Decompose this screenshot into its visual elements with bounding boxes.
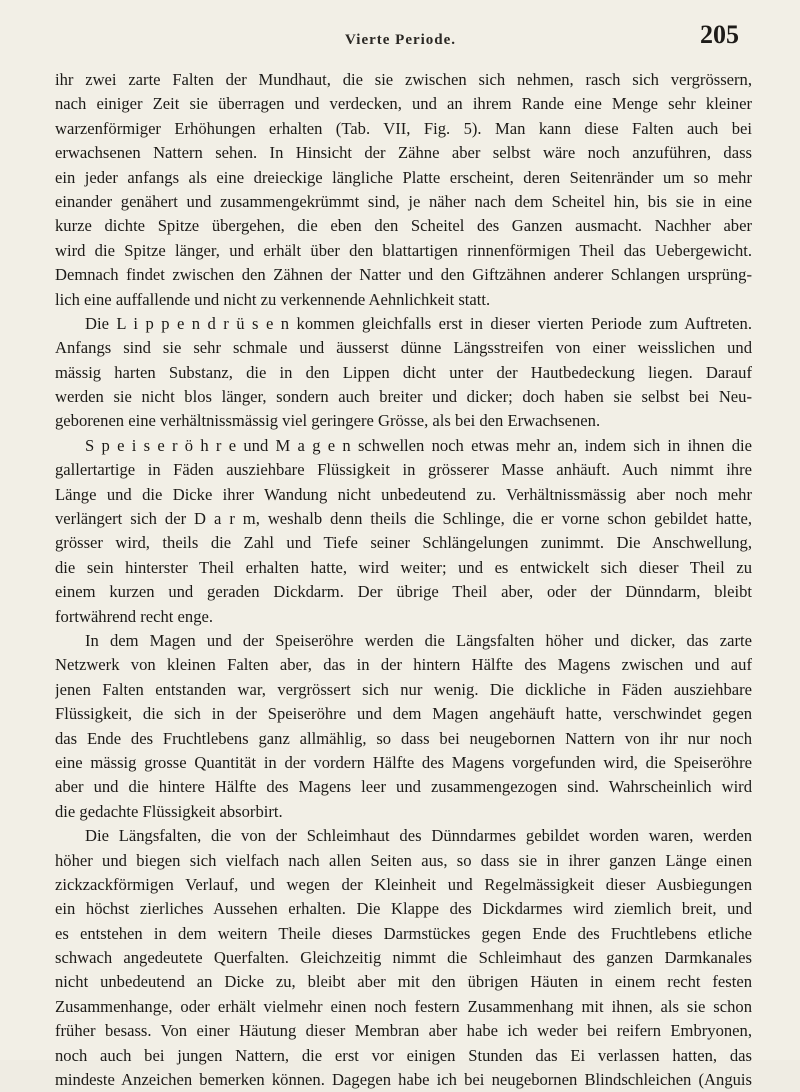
text-line: S p e i s e r ö h r e und M a g e n schwellen noch etwas mehr an, indem sich in ihnen die	[85, 435, 752, 455]
text-line: nicht unbedeutend an Dicke zu, bleibt aber mit den übrigen Häuten in einem recht festen	[55, 972, 752, 992]
text-line: Länge und die Dicke ihrer Wandung nicht unbedeutend zu. Verhältnissmässig aber noch mehr	[55, 484, 752, 504]
running-title: Vierte Periode.	[345, 32, 457, 48]
text-line: mindeste Anzeichen bemerken können. Dagegen habe ich bei neugebornen Blindschleichen (Anguis	[55, 1070, 752, 1090]
text-line: erwachsenen Nattern sehen. In Hinsicht der Zähne aber selbst wäre noch anzuführen, dass	[55, 143, 752, 163]
text-line: einander genähert und zusammengekrümmt sind, je näher nach dem Scheitel hin, bis sie in eine	[55, 191, 752, 211]
text-line: ihr zwei zarte Falten der Mundhaut, die sie zwischen sich nehmen, rasch sich vergrössern,	[55, 70, 752, 89]
text-line: jenen Falten entstanden war, vergrössert sich nur wenig. Die dickliche in Fäden ausziehbare	[55, 679, 752, 699]
text-line: ein jeder anfangs als eine dreieckige längliche Platte erscheint, deren Seitenränder um so mehr	[55, 167, 752, 187]
text-line: die sein hinterster Theil erhalten hatte, wird weiter; und es entwickelt sich dieser Theil zu	[55, 557, 752, 577]
text-line: mässig harten Substanz, die in den Lippen dicht unter der Hautbedeckung liegen. Darauf	[55, 362, 752, 382]
text-line: einem kurzen und geraden Dickdarm. Der übrige Theil aber, oder der Dünndarm, bleibt	[55, 582, 752, 602]
text-line: gallertartige in Fäden ausziehbare Flüssigkeit in grösserer Masse anhäuft. Auch nimmt ihre	[55, 460, 752, 480]
running-head	[0, 14, 800, 66]
text-line: Die Längsfalten, die von der Schleimhaut des Dünndarmes gebildet worden waren, werden	[85, 826, 752, 846]
text-line: In dem Magen und der Speiseröhre werden die Längsfalten höher und dicker, das zarte	[85, 630, 752, 650]
text-line: es entstehen in dem weitern Theile dieses Darmstückes gegen Ende des Fruchtlebens etliche	[55, 923, 752, 943]
text-line: Die L i p p e n d r ü s e n kommen gleichfalls erst in dieser vierten Periode zum Auftreten.	[85, 313, 752, 333]
text-line: das Ende des Fruchtlebens ganz allmählig, so dass bei neugebornen Nattern von ihr nur noch	[55, 728, 752, 748]
text-line: Anfangs sind sie sehr schmale und äusserst dünne Längsstreifen von einer weisslichen und	[55, 338, 752, 358]
text-line: früher besass. Von einer Häutung dieser Membran aber habe ich weder bei reifern Embryonen,	[55, 1021, 752, 1041]
text-line: eine mässig grosse Quantität in der vordern Hälfte des Magens vorgefunden wird, die Speiseröhre	[55, 752, 752, 772]
text-line: die gedachte Flüssigkeit absorbirt.	[55, 801, 283, 821]
text-line: werden sie nicht blos länger, sondern auch breiter und dicker; doch haben sie selbst bei Neu-	[55, 387, 752, 407]
text-line: Netzwerk von kleinen Falten aber, das in der hintern Hälfte des Magens zwischen und auf	[55, 655, 752, 675]
body-text	[55, 68, 752, 1092]
text-line: noch auch bei jungen Nattern, die erst vor einigen Stunden das Ei verlassen hatten, das	[55, 1045, 752, 1065]
text-line: geborenen eine verhältnissmässig viel geringere Grösse, als bei den Erwachsenen.	[55, 411, 601, 431]
text-line: schwach angedeutete Querfalten. Gleichzeitig nimmt die Schleimhaut des ganzen Darmkanales	[55, 948, 752, 968]
text-line: wird die Spitze länger, und erhält über den blattartigen rinnenförmigen Theil das Uebergewicht.	[55, 240, 752, 260]
text-line: verlängert sich der D a r m, weshalb denn theils die Schlinge, die er vorne schon gebildet hatte,	[55, 509, 752, 529]
text-line: fortwährend recht enge.	[55, 606, 214, 626]
text-line: Demnach findet zwischen den Zähnen der Natter und den Giftzähnen anderer Schlangen ursprüng-	[55, 265, 752, 285]
text-line: zickzackförmigen Verlauf, und wegen der Kleinheit und Regelmässigkeit dieser Ausbiegungen	[55, 874, 752, 894]
page-number: 205	[700, 20, 739, 49]
text-line: Zusammenhange, oder erhält vielmehr einen noch festern Zusammenhang mit ihnen, als sie schon	[55, 996, 752, 1016]
text-line: kurze dichte Spitze übergehen, die eben den Scheitel des Ganzen ausmacht. Nachher aber	[55, 216, 752, 236]
text-line: grösser wird, theils die Zahl und Tiefe seiner Schlängelungen zunimmt. Die Anschwellung,	[55, 533, 752, 553]
text-line: Flüssigkeit, die sich in der Speiseröhre und dem Magen angehäuft hatte, verschwindet gegen	[55, 704, 752, 724]
text-line: ein höchst zierliches Aussehen erhalten. Die Klappe des Dickdarmes wird ziemlich breit, und	[55, 899, 752, 919]
text-line: aber und die hintere Hälfte des Magens leer und zusammengezogen sind. Wahrscheinlich wird	[55, 777, 752, 797]
text-line: lich eine auffallende und nicht zu verkennende Aehnlichkeit statt.	[55, 289, 491, 309]
text-line: höher und biegen sich vielfach nach allen Seiten aus, so dass sie in ihrer ganzen Länge einen	[55, 850, 752, 870]
text-line: nach einiger Zeit sie überragen und verdecken, und an ihrem Rande eine Menge sehr kleiner	[55, 94, 752, 114]
text-line: warzenförmiger Erhöhungen erhalten (Tab. VII, Fig. 5). Man kann diese Falten auch bei	[55, 118, 752, 138]
